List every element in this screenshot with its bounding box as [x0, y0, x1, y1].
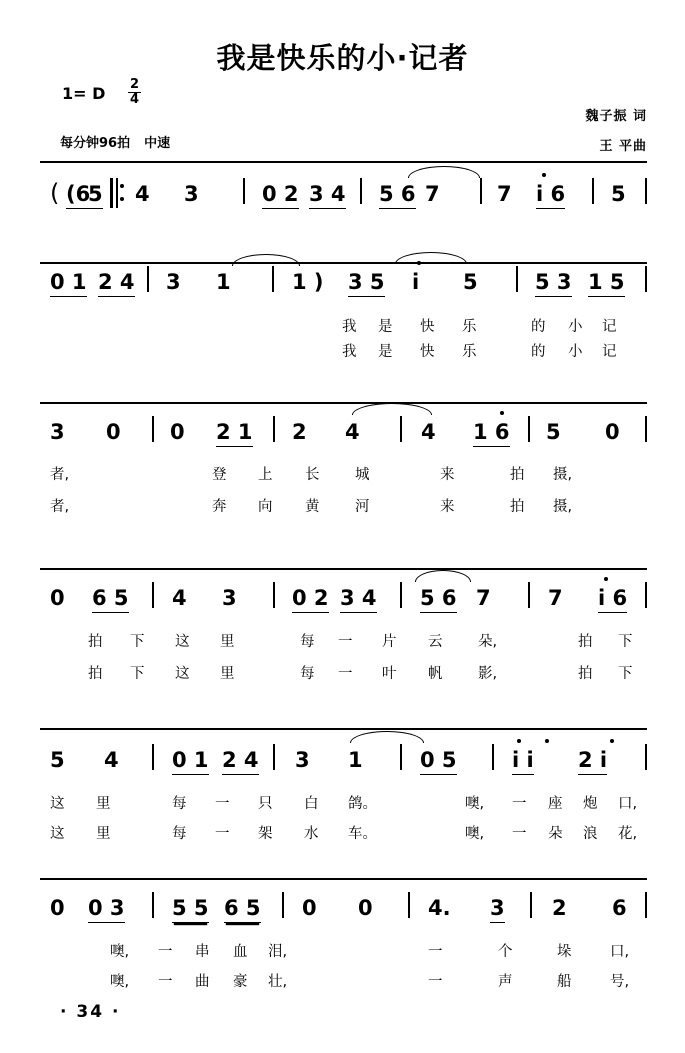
note: 2 [552, 896, 567, 920]
open-paren: ( [50, 179, 60, 207]
tie [408, 166, 480, 178]
barline [645, 266, 647, 292]
lyric-syllable: 拍 [510, 499, 525, 515]
lyric-syllable: 是 [378, 319, 393, 335]
lyric-syllable: 登 [212, 467, 227, 483]
lyric-syllable: 是 [378, 344, 393, 360]
lyric-syllable: 帆 [428, 666, 443, 682]
note: 5 [88, 182, 103, 209]
barline [645, 416, 647, 442]
note: 3 [184, 182, 199, 206]
lyric-syllable: 我 [342, 344, 357, 360]
lyric-syllable: 者, [50, 467, 70, 483]
lyric-syllable: 下 [618, 666, 633, 682]
time-signature-numerator: 2 [130, 77, 140, 92]
lyric-syllable: 长 [305, 467, 320, 483]
note: 2 4 [222, 748, 259, 775]
lyric-syllable: 拍 [88, 666, 103, 682]
composer-credit: 王 平曲 [599, 139, 647, 154]
lyric-syllable: 只 [258, 796, 273, 812]
lyric-syllable: 炮 [583, 796, 598, 812]
tie [350, 731, 424, 743]
lyric-syllable: 一 [158, 974, 173, 990]
note: 0 2 [292, 586, 329, 613]
lyric-syllable: 的 [531, 319, 546, 335]
note: 3 [490, 896, 505, 923]
note: 1 5 [588, 270, 625, 297]
lyric-syllable: 口, [610, 944, 630, 960]
lyric-syllable: 朵, [478, 634, 498, 650]
lyric-syllable: 座 [548, 796, 563, 812]
lyric-syllable: 里 [220, 634, 235, 650]
note: 4 [172, 586, 187, 610]
octave-dot [542, 173, 546, 177]
lyric-syllable: 每 [300, 666, 315, 682]
lyric-syllable: 城 [355, 467, 370, 483]
note: 0 3 [88, 896, 125, 923]
barline [273, 582, 275, 608]
lyric-syllable: 一 [512, 796, 527, 812]
lyric-syllable: 豪 [233, 974, 248, 990]
lyric-syllable: 记 [602, 344, 617, 360]
lyric-syllable: 黄 [305, 499, 320, 515]
lyric-syllable: 者, [50, 499, 70, 515]
tempo-bpm: 每分钟96拍 [60, 136, 131, 151]
barline [400, 582, 402, 608]
lyric-syllable: 下 [130, 666, 145, 682]
note: i [412, 270, 420, 294]
note: 0 2 [262, 182, 299, 209]
note: 0 [605, 420, 620, 444]
lyric-syllable: 云 [428, 634, 443, 650]
lyric-syllable: 这 [50, 826, 65, 842]
note: 3 [50, 420, 65, 444]
tie [352, 403, 432, 415]
barline [645, 744, 647, 770]
octave-dot [604, 577, 608, 581]
lyric-syllable: 摄, [553, 499, 573, 515]
lyric-syllable: 乐 [462, 319, 477, 335]
lyric-syllable: 里 [220, 666, 235, 682]
note: 0 [170, 420, 185, 444]
key-signature: 1= D [62, 84, 106, 103]
note: 4 [135, 182, 150, 206]
barline [530, 892, 532, 918]
lyric-syllable: 一 [428, 944, 443, 960]
barline [645, 892, 647, 918]
note: 5 [463, 270, 478, 294]
barline [592, 178, 594, 204]
lyric-syllable: 每 [172, 796, 187, 812]
barline [528, 582, 530, 608]
lyric-syllable: 下 [130, 634, 145, 650]
time-signature-denominator: 4 [130, 91, 140, 107]
lyric-syllable: 噢, [110, 974, 130, 990]
lyric-syllable: 记 [602, 319, 617, 335]
lyric-syllable: 向 [258, 499, 273, 515]
page-title: 我是快乐的小·记者 [216, 41, 469, 75]
lyric-syllable: 一 [338, 634, 353, 650]
note: 3 4 [309, 182, 346, 209]
note: 0 1 [50, 270, 87, 297]
barline [360, 178, 362, 204]
barline [528, 416, 530, 442]
lyric-syllable: 一 [338, 666, 353, 682]
note: 6 5 [224, 896, 261, 923]
lyric-syllable: 下 [618, 634, 633, 650]
barline [243, 178, 245, 204]
note: 6 5 [92, 586, 129, 613]
octave-dot [500, 411, 504, 415]
tie [415, 570, 471, 582]
note: 1 6 [473, 420, 510, 447]
note: 0 5 [420, 748, 457, 775]
note: 3 4 [340, 586, 377, 613]
octave-dot [517, 739, 521, 743]
note: 0 [50, 896, 65, 920]
lyric-syllable: 一 [215, 826, 230, 842]
lyric-syllable: 一 [512, 826, 527, 842]
lyric-syllable: 这 [175, 634, 190, 650]
lyric-syllable: 这 [50, 796, 65, 812]
note: 4 [345, 420, 360, 444]
tie [232, 254, 300, 266]
lyric-syllable: 快 [420, 319, 435, 335]
note: 7 [476, 586, 491, 610]
lyric-syllable: 拍 [578, 634, 593, 650]
lyric-syllable: 拍 [88, 634, 103, 650]
octave-dot [610, 739, 614, 743]
note: 3 [295, 748, 310, 772]
tempo-marking [60, 132, 170, 151]
note: 4 [421, 420, 436, 444]
lyric-syllable: 奔 [212, 499, 227, 515]
note: 0 [358, 896, 373, 920]
note: 3 [166, 270, 181, 294]
lyric-syllable: 快 [420, 344, 435, 360]
note: 1 [216, 270, 231, 294]
lyric-syllable: 上 [258, 467, 273, 483]
lyric-syllable: 船 [557, 974, 572, 990]
system-2-rule [40, 262, 647, 264]
note: 1 [348, 748, 363, 772]
lyric-syllable: 血 [233, 944, 248, 960]
note: 4. [428, 896, 451, 920]
lyric-syllable: 小 [568, 344, 583, 360]
lyric-syllable: 河 [355, 499, 370, 515]
note: 5 3 [535, 270, 572, 297]
lyric-syllable: 里 [96, 796, 111, 812]
octave-dot [545, 739, 549, 743]
barline [152, 416, 154, 442]
lyric-syllable: 花, [618, 826, 638, 842]
note: 7 [548, 586, 563, 610]
lyric-syllable: 车。 [348, 826, 377, 842]
note: 7 [497, 182, 512, 206]
lyric-syllable: 里 [96, 826, 111, 842]
barline [273, 416, 275, 442]
note: 5 [546, 420, 561, 444]
note: 7 [425, 182, 440, 206]
note: 3 [222, 586, 237, 610]
lyric-syllable: 摄, [553, 467, 573, 483]
lyric-syllable: 叶 [382, 666, 397, 682]
lyric-syllable: 垛 [557, 944, 572, 960]
note: 0 1 [172, 748, 209, 775]
lyric-syllable: 一 [158, 944, 173, 960]
lyric-syllable: 一 [428, 974, 443, 990]
lyric-syllable: 噢, [110, 944, 130, 960]
note: 0 [106, 420, 121, 444]
note: i 6 [598, 586, 627, 613]
lyric-syllable: 架 [258, 826, 273, 842]
note: i i [512, 748, 534, 775]
note: 0 [302, 896, 317, 920]
lyric-syllable: 来 [440, 499, 455, 515]
lyric-syllable: 朵 [548, 826, 563, 842]
system-4-rule [40, 568, 647, 570]
lyric-syllable: 一 [215, 796, 230, 812]
note: 5 5 [172, 896, 209, 923]
barline [480, 178, 482, 204]
lyric-syllable: 号, [610, 974, 630, 990]
barline [400, 744, 402, 770]
note: 4 [104, 748, 119, 772]
lyric-syllable: 壮, [268, 974, 288, 990]
tempo-word: 中速 [144, 136, 171, 151]
barline [645, 178, 647, 204]
lyric-syllable: 声 [498, 974, 513, 990]
lyric-syllable: 曲 [195, 974, 210, 990]
lyric-syllable: 我 [342, 319, 357, 335]
lyric-syllable: 片 [382, 634, 397, 650]
lyric-syllable: 白 [304, 796, 319, 812]
lyric-syllable: 小 [568, 319, 583, 335]
system-3-rule [40, 402, 647, 404]
lyric-syllable: 的 [531, 344, 546, 360]
note: 2 4 [98, 270, 135, 297]
lyric-syllable: 拍 [578, 666, 593, 682]
barline [273, 744, 275, 770]
lyric-syllable: 泪, [268, 944, 288, 960]
note: 2 1 [216, 420, 253, 447]
lyric-syllable: 来 [440, 467, 455, 483]
lyric-syllable: 每 [172, 826, 187, 842]
note: 5 [611, 182, 626, 206]
note: 5 6 [379, 182, 416, 209]
note: 3 5 [348, 270, 385, 297]
note: 6 [612, 896, 627, 920]
barline [408, 892, 410, 918]
barline [282, 892, 284, 918]
time-signature [128, 78, 141, 106]
barline [152, 582, 154, 608]
lyric-syllable: 拍 [510, 467, 525, 483]
lyric-syllable: 影, [478, 666, 498, 682]
note: 5 [50, 748, 65, 772]
lyric-syllable: 串 [195, 944, 210, 960]
note: (6 [66, 182, 90, 209]
note: i 6 [536, 182, 565, 209]
note: 2 i [578, 748, 607, 775]
note: 2 [292, 420, 307, 444]
lyric-syllable: 乐 [462, 344, 477, 360]
barline [516, 266, 518, 292]
barline [152, 744, 154, 770]
lyric-syllable: 这 [175, 666, 190, 682]
barline [645, 582, 647, 608]
system-1-notes [0, 179, 685, 242]
system-6-rule [40, 878, 647, 880]
lyric-syllable: 口, [618, 796, 638, 812]
lyric-syllable: 水 [304, 826, 319, 842]
tie [395, 252, 467, 264]
barline [492, 744, 494, 770]
lyric-syllable: 浪 [583, 826, 598, 842]
page-number: · 34 · [60, 1002, 121, 1022]
system-1-rule [40, 161, 647, 163]
system-5-rule [40, 728, 647, 730]
note: 1 ) [292, 270, 324, 294]
lyric-syllable: 噢, [465, 796, 485, 812]
lyric-syllable: 每 [300, 634, 315, 650]
barline [147, 266, 149, 292]
lyric-syllable: 鸽。 [348, 796, 377, 812]
barline [152, 892, 154, 918]
note: 0 [50, 586, 65, 610]
lyricist-credit: 魏子振 词 [585, 109, 647, 124]
lyric-syllable: 噢, [465, 826, 485, 842]
barline [272, 266, 274, 292]
lyric-syllable: 个 [498, 944, 513, 960]
note: 5 6 [420, 586, 457, 613]
barline [400, 416, 402, 442]
